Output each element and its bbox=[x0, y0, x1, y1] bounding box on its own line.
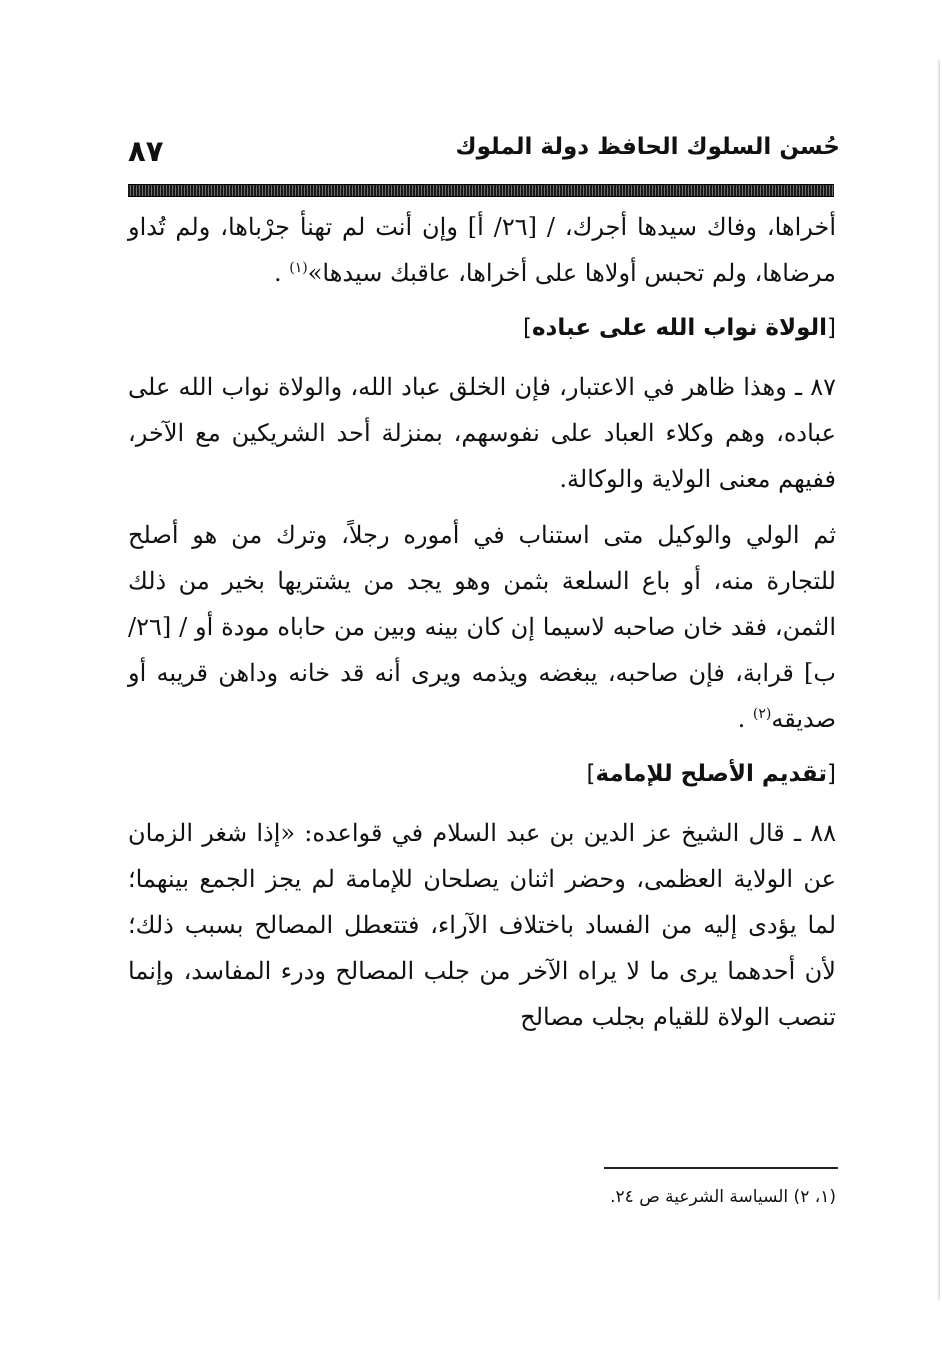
body-text bbox=[128, 204, 836, 1040]
section-heading-rulers bbox=[128, 302, 836, 354]
heading-2-open-bracket: [ bbox=[827, 761, 836, 787]
footnote-rule bbox=[604, 1167, 838, 1169]
heading-1-close-bracket: ] bbox=[522, 315, 532, 341]
running-title: حُسن السلوك الحافظ دولة الملوك bbox=[455, 134, 840, 160]
heading-1-open-bracket: [ bbox=[827, 315, 836, 341]
header-rule bbox=[128, 184, 834, 197]
heading-2-close-bracket: ] bbox=[586, 761, 596, 787]
paragraph-88: ٨٨ ـ قال الشيخ عز الدين بن عبد السلام في قواعده: «إذا شغر الزمان عن الولاية العظمى، وحضر اثنان يصلحان للإمامة لم يجز الجمع بينهما؛ لما يؤدى إليه من الفساد باختلاف الآراء، فتتعطل المصالح بسبب ذلك؛ لأن أحدهما يرى ما لا يراه الآخر من جلب المصالح ودرء المفاسد، وإنما تنصب الولاة للقيام بجلب مصالح bbox=[128, 819, 836, 1031]
paragraph-delegation-end: . bbox=[737, 705, 753, 733]
page-header bbox=[128, 130, 840, 176]
page-number: ٨٧ bbox=[128, 134, 164, 168]
paragraph-1-end: . bbox=[273, 259, 290, 287]
heading-2-text: تقديم الأصلح للإمامة bbox=[595, 761, 828, 787]
page-edge-shadow bbox=[937, 60, 940, 1300]
paragraph-delegation bbox=[128, 512, 836, 742]
paragraph-1-text: أخراها، وفاك سيدها أجرك، / [٢٦/ أ] وإن أنت لم تهنأ جرْباها، ولم تُداو مرضاها، ولم تحبس أولاها على أخراها، عاقبك سيدها» bbox=[128, 213, 836, 287]
paragraph-1 bbox=[128, 204, 836, 296]
paragraph-delegation-text: ثم الولي والوكيل متى استناب في أموره رجلاً، وترك من هو أصلح للتجارة منه، أو باع السلعة بثمن وهو يجد من يشتريها بخير من ذلك الثمن، فقد خان صاحبه لاسيما إن كان بينه وبين من حاباه مودة أو / [٢٦/ ب] قرابة، فإن صاحبه، يبغضه ويذمه ويرى أنه قد خانه وداهن قريبه أو صديقه bbox=[128, 521, 837, 733]
footnote: (١، ٢) السياسة الشرعية ص ٢٤. bbox=[610, 1187, 836, 1207]
heading-1-text: الولاة نواب الله على عباده bbox=[531, 315, 828, 341]
footnote-marker-1: (١) bbox=[289, 260, 308, 276]
paragraph-87: ٨٧ ـ وهذا ظاهر في الاعتبار، فإن الخلق عباد الله، والولاة نواب الله على عباده، وهم وكلاء العباد على نفوسهم، بمنزلة أحد الشريكين مع الآخر، ففيهم معنى الولاية والوكالة. bbox=[128, 373, 836, 493]
section-heading-imamate bbox=[128, 748, 836, 800]
footnote-marker-2: (٢) bbox=[752, 706, 772, 722]
